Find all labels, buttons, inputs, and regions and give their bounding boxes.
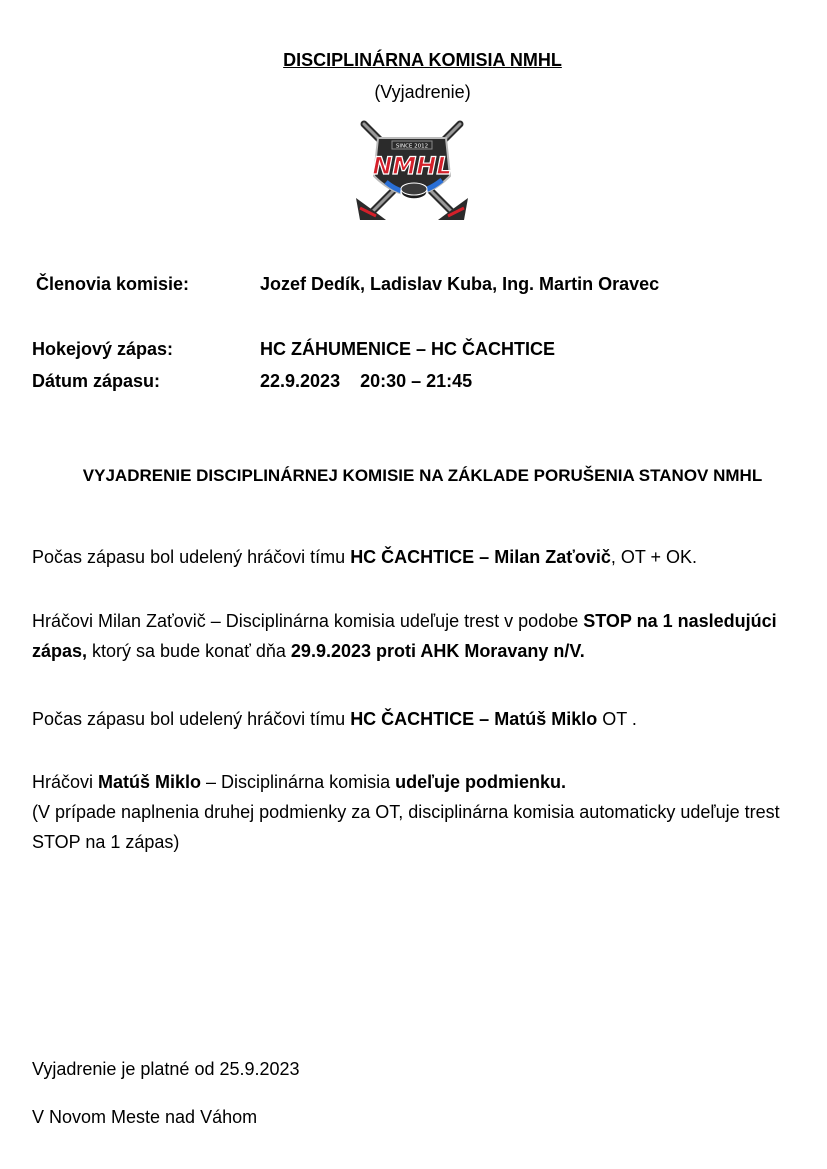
match-value: HC ZÁHUMENICE – HC ČACHTICE	[260, 339, 556, 359]
place-note: V Novom Meste nad Váhom	[32, 1107, 258, 1127]
paragraph-penalty-miklo	[32, 704, 802, 734]
text: Počas zápasu bol udelený hráčovi tímu	[32, 547, 351, 567]
sanction: STOP na 1 nasledujúci zápas,	[32, 611, 777, 661]
paragraph-penalty-zatovic	[32, 542, 802, 572]
text: Počas zápasu bol udelený hráčovi tímu	[32, 709, 351, 729]
player-name: Matúš Miklo	[98, 772, 202, 792]
paragraph-sanction-zatovic	[32, 606, 802, 666]
text: OT .	[597, 709, 637, 729]
text: , OT + OK.	[610, 547, 698, 567]
logo-since-text: SINCE 2012	[395, 143, 429, 150]
condition-note: (V prípade naplnenia druhej podmienky za OT, disciplinárna komisia automaticky udeľuje trest STOP na 1 zápas)	[32, 802, 780, 852]
next-match: 29.9.2023 proti AHK Moravany n/V.	[290, 641, 585, 661]
nmhl-logo	[352, 116, 472, 224]
paragraph-sanction-miklo	[32, 767, 802, 857]
nmhl-logo-graphic	[352, 116, 472, 224]
text: ktorý sa bude konať dňa	[87, 641, 291, 661]
document-subtitle: (Vyjadrenie)	[374, 82, 471, 102]
sanction: udeľuje podmienku.	[395, 772, 567, 792]
logo-nmhl-text: NMHL	[372, 152, 452, 180]
player-team: HC ČACHTICE – Matúš Miklo	[350, 709, 598, 729]
text: Hráčovi	[32, 772, 99, 792]
date-value: 22.9.2023 20:30 – 21:45	[260, 371, 473, 391]
text: – Disciplinárna komisia	[201, 772, 396, 792]
members-label: Členovia komisie:	[36, 274, 190, 294]
document-title: DISCIPLINÁRNA KOMISIA NMHL	[283, 50, 562, 70]
player-team: HC ČACHTICE – Milan Zaťovič	[350, 547, 611, 567]
text: Hráčovi Milan Zaťovič – Disciplinárna komisia udeľuje trest v podobe	[32, 611, 584, 631]
date-label: Dátum zápasu:	[32, 371, 161, 391]
validity-note: Vyjadrenie je platné od 25.9.2023	[32, 1059, 300, 1079]
section-heading: VYJADRENIE DISCIPLINÁRNEJ KOMISIE NA ZÁKLADE PORUŠENIA STANOV NMHL	[82, 466, 763, 485]
match-label: Hokejový zápas:	[32, 339, 174, 359]
members-value: Jozef Dedík, Ladislav Kuba, Ing. Martin Oravec	[260, 274, 660, 294]
